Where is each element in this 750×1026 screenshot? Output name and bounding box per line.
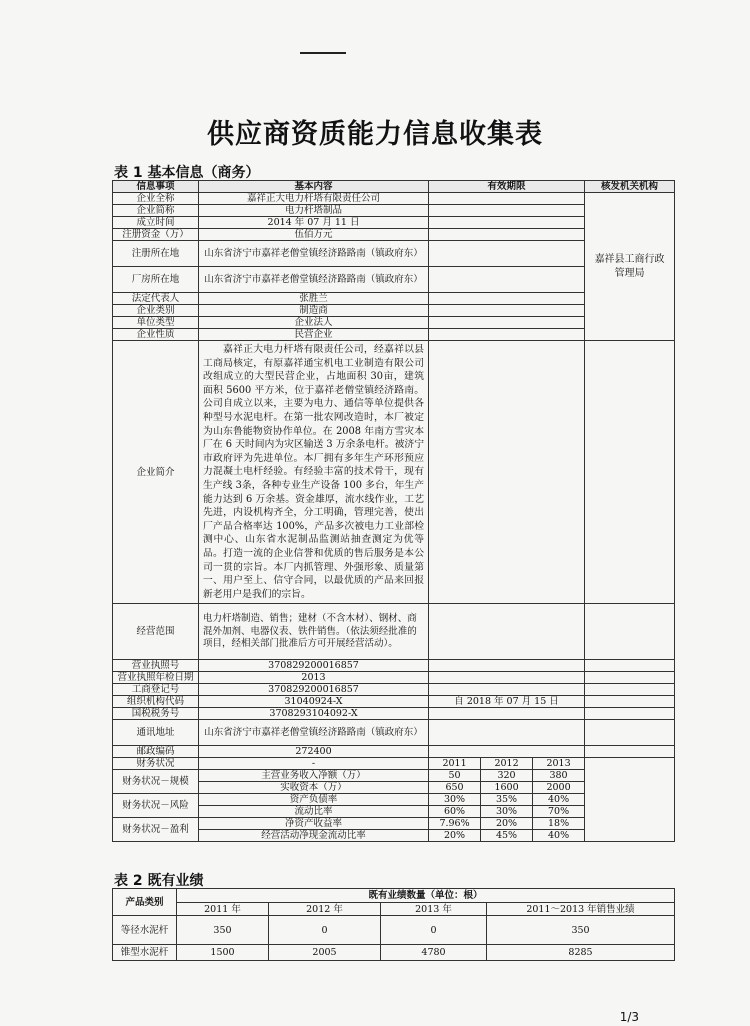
year-header: 2012	[481, 758, 533, 770]
page-number: 1/3	[619, 1010, 639, 1024]
authority-cell	[585, 696, 675, 708]
qty-cell: 0	[381, 916, 487, 945]
current-ratio-2013: 70%	[533, 806, 585, 818]
paid-capital-2012: 1600	[481, 782, 533, 794]
paid-capital-2011: 650	[429, 782, 481, 794]
qty-cell: 2005	[269, 945, 381, 961]
validity-cell	[429, 293, 585, 305]
authority-value: 嘉祥县工商行政管理局	[585, 193, 675, 341]
row-label: 成立时间	[113, 217, 199, 229]
authority-cell	[585, 672, 675, 684]
performance-table	[112, 888, 675, 961]
revenue-2012: 320	[481, 770, 533, 782]
product-header: 产品类别	[113, 889, 177, 916]
row-label: 企业性质	[113, 329, 199, 341]
capital-value: 伍佰万元	[199, 229, 429, 241]
row-label: 企业简称	[113, 205, 199, 217]
validity-cell	[429, 305, 585, 317]
nature-value: 民营企业	[199, 329, 429, 341]
product-name: 等径水泥杆	[113, 916, 177, 945]
qty-cell: 4780	[381, 945, 487, 961]
validity-cell	[429, 708, 585, 720]
debt-ratio-2011: 30%	[429, 794, 481, 806]
cashflow-label: 经营活动净现金流动比率	[199, 830, 429, 842]
license-check-value: 2013	[199, 672, 429, 684]
header-validity: 有效期限	[429, 181, 585, 193]
row-label: 营业执照号	[113, 660, 199, 672]
row-label: 组织机构代码	[113, 696, 199, 708]
qty-cell: 8285	[487, 945, 675, 961]
row-label: 厂房所在地	[113, 267, 199, 293]
unit-type-value: 企业法人	[199, 317, 429, 329]
row-label: 国税税务号	[113, 708, 199, 720]
section1-title: 表 1 基本信息（商务）	[114, 165, 260, 181]
current-ratio-label: 流动比率	[199, 806, 429, 818]
license-no-value: 370829200016857	[199, 660, 429, 672]
finance-risk-label: 财务状况－风险	[113, 794, 199, 818]
year-header: 2011 年	[177, 903, 269, 916]
authority-cell	[585, 684, 675, 696]
tax-no-value: 3708293104092-X	[199, 708, 429, 720]
cashflow-2013: 40%	[533, 830, 585, 842]
quantity-header: 既有业绩数量（单位：根）	[177, 889, 675, 903]
year-header: 2013	[533, 758, 585, 770]
validity-cell	[429, 267, 585, 293]
validity-cell	[429, 329, 585, 341]
basic-info-table	[112, 180, 675, 842]
roe-2011: 7.96%	[429, 818, 481, 830]
short-name-value: 电力杆塔制品	[199, 205, 429, 217]
current-ratio-2011: 60%	[429, 806, 481, 818]
roe-2013: 18%	[533, 818, 585, 830]
roe-2012: 20%	[481, 818, 533, 830]
revenue-label: 主营业务收入净额（万）	[199, 770, 429, 782]
mail-address-value: 山东省济宁市嘉祥老僧堂镇经济路路南（镇政府东）	[199, 720, 429, 746]
row-label: 企业类别	[113, 305, 199, 317]
company-intro-text: 嘉祥正大电力杆塔有限责任公司，经嘉祥以县工商局核定，有原嘉祥通宝机电工业制造有限公司改组成立的大型民营企业，占地面积 30亩，建筑面积 5600 平方米，位于嘉祥老僧堂镇经济路南。公司自成立以来，主要为电力、通信等单位提供各种型号水泥电杆。在第一批农网改造时，本厂被定为山东鲁能物资协作单位。在 2008 年南方雪灾本厂在 6 天时间内为灾区输送 3 万余条电杆。被济宁市政府评为先进单位。本厂拥有多年生产环形预应力混凝土电杆经验。有经验丰富的技术骨干，现有生产线 3条，各种专业生产设备 100 多台，年生产能力达到 6 万余基。资金雄厚，流水线作业，工艺先进，内设机构齐全，分工明确，管理完善，使出厂产品合格率达 100%，产品多次被电力工业部检测中心、山东省水泥制品监测站抽查测定为优等品。打造一流的企业信誉和优质的售后服务是本公司一贯的宗旨。本厂内抓管理、外强形象、质量第一、用户至上、信守合同，以最优质的产品来回报新老用户是我们的宗旨。	[199, 341, 429, 604]
finance-scale-label: 财务状况－规模	[113, 770, 199, 794]
biz-reg-no-value: 370829200016857	[199, 684, 429, 696]
validity-cell	[429, 341, 585, 604]
postcode-value: 272400	[199, 746, 429, 758]
qty-cell: 350	[487, 916, 675, 945]
debt-ratio-2013: 40%	[533, 794, 585, 806]
authority-cell	[585, 708, 675, 720]
header-authority: 核发机关机构	[585, 181, 675, 193]
debt-ratio-label: 资产负债率	[199, 794, 429, 806]
header-item: 信息事项	[113, 181, 199, 193]
validity-cell	[429, 746, 585, 758]
row-label: 通讯地址	[113, 720, 199, 746]
table-row	[113, 916, 675, 945]
legal-rep-value: 张胜兰	[199, 293, 429, 305]
reg-address-value: 山东省济宁市嘉祥老僧堂镇经济路路南（镇政府东）	[199, 241, 429, 267]
validity-cell	[429, 317, 585, 329]
qty-cell: 350	[177, 916, 269, 945]
row-label: 单位类型	[113, 317, 199, 329]
validity-cell	[429, 604, 585, 660]
row-label: 企业简介	[113, 341, 199, 604]
finance-status-value: -	[199, 758, 429, 770]
validity-cell	[429, 684, 585, 696]
row-label: 法定代表人	[113, 293, 199, 305]
row-label: 邮政编码	[113, 746, 199, 758]
row-label: 注册所在地	[113, 241, 199, 267]
finance-status-label: 财务状况	[113, 758, 199, 770]
validity-cell	[429, 229, 585, 241]
year-header: 2012 年	[269, 903, 381, 916]
row-label: 企业全称	[113, 193, 199, 205]
page-title: 供应商资质能力信息收集表	[207, 119, 543, 150]
authority-cell	[585, 758, 675, 842]
validity-cell	[429, 672, 585, 684]
authority-cell	[585, 604, 675, 660]
founded-value: 2014 年 07 月 11 日	[199, 217, 429, 229]
org-code-validity: 自 2018 年 07 月 15 日	[429, 696, 585, 708]
cashflow-2012: 45%	[481, 830, 533, 842]
row-label: 注册资金（万）	[113, 229, 199, 241]
validity-cell	[429, 660, 585, 672]
revenue-2013: 380	[533, 770, 585, 782]
authority-cell	[585, 746, 675, 758]
validity-cell	[429, 720, 585, 746]
qty-cell: 1500	[177, 945, 269, 961]
revenue-2011: 50	[429, 770, 481, 782]
validity-cell	[429, 193, 585, 205]
year-header: 2013 年	[381, 903, 487, 916]
authority-cell	[585, 341, 675, 604]
year-header: 2011	[429, 758, 481, 770]
row-label: 工商登记号	[113, 684, 199, 696]
product-name: 锥型水泥杆	[113, 945, 177, 961]
authority-cell	[585, 660, 675, 672]
validity-cell	[429, 217, 585, 229]
authority-cell	[585, 720, 675, 746]
business-scope-text: 电力杆塔制造、销售；建材（不含木材）、钢材、商混外加剂、电器仪表、铁件销售。（依法须经批准的项目，经相关部门批准后方可开展经营活动）。	[199, 604, 429, 660]
paid-capital-label: 实收资本（万）	[199, 782, 429, 794]
factory-address-value: 山东省济宁市嘉祥老僧堂镇经济路路南（镇政府东）	[199, 267, 429, 293]
debt-ratio-2012: 35%	[481, 794, 533, 806]
table-row	[113, 945, 675, 961]
section2-title: 表 2 既有业绩	[114, 873, 204, 889]
cashflow-2011: 20%	[429, 830, 481, 842]
roe-label: 净资产收益率	[199, 818, 429, 830]
row-label: 营业执照年检日期	[113, 672, 199, 684]
scan-mark	[300, 52, 346, 54]
row-label: 经营范围	[113, 604, 199, 660]
full-name-value: 嘉祥正大电力杆塔有限责任公司	[199, 193, 429, 205]
qty-cell: 0	[269, 916, 381, 945]
validity-cell	[429, 205, 585, 217]
org-code-value: 31040924-X	[199, 696, 429, 708]
year-header: 2011～2013 年销售业绩	[487, 903, 675, 916]
category-value: 制造商	[199, 305, 429, 317]
finance-profit-label: 财务状况－盈利	[113, 818, 199, 842]
validity-cell	[429, 241, 585, 267]
current-ratio-2012: 30%	[481, 806, 533, 818]
paid-capital-2013: 2000	[533, 782, 585, 794]
header-content: 基本内容	[199, 181, 429, 193]
